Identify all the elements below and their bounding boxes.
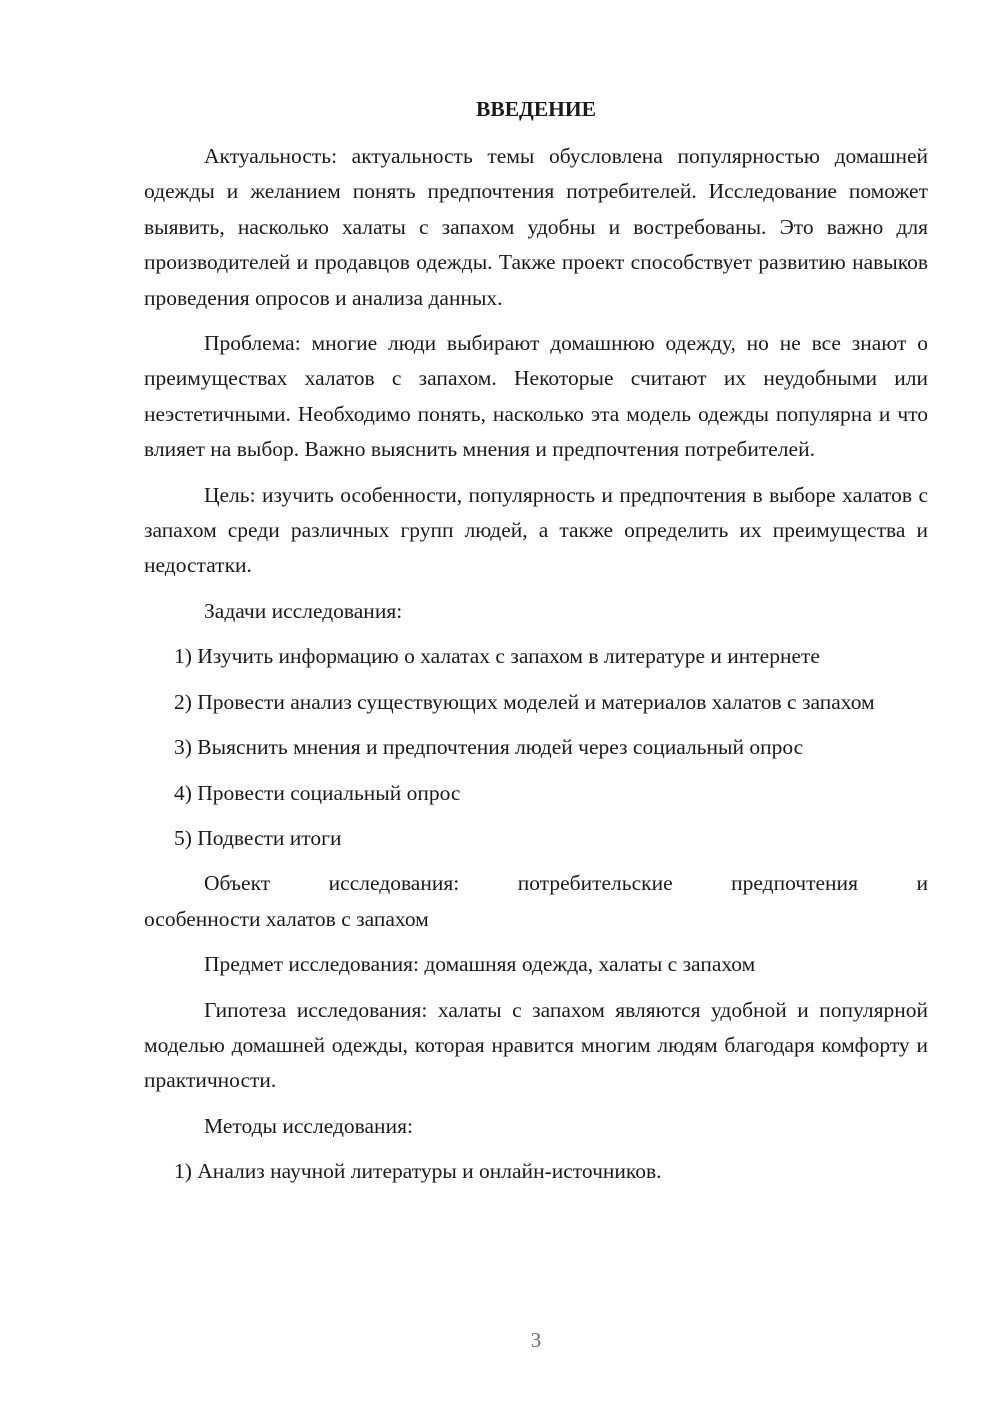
page-body	[144, 92, 928, 1200]
tasks-heading: Задачи исследования:	[204, 598, 403, 623]
task-item-4: 4) Провести социальный опрос	[174, 780, 461, 805]
method-item-1: 1) Анализ научной литературы и онлайн-источников.	[174, 1159, 662, 1184]
task-item-5: 5) Подвести итоги	[174, 825, 342, 850]
page-title: ВВЕДЕНИЕ	[476, 97, 596, 121]
object-line-1: Объект исследования: потребительские предпочтения и	[204, 871, 928, 896]
paragraph-relevance: Актуальность: актуальность темы обусловлена популярностью домашней одежды и желанием понять предпочтения потребителей. Исследование поможет выявить, насколько халаты с запахом удобны и востребованы. Это важно для производителей и продавцов одежды. Также проект способствует развитию навыков проведения опросов и анализа данных.	[144, 144, 928, 310]
paragraph-subject: Предмет исследования: домашняя одежда, халаты с запахом	[204, 952, 756, 977]
page-number: 3	[530, 1328, 542, 1352]
paragraph-hypothesis: Гипотеза исследования: халаты с запахом являются удобной и популярной моделью домашней одежды, которая нравится многим людям благодаря комфорту и практичности.	[144, 997, 928, 1093]
paragraph-goal: Цель: изучить особенности, популярность и предпочтения в выборе халатов с запахом среди различных групп людей, а также определить их преимущества и недостатки.	[144, 482, 928, 578]
task-item-3: 3) Выяснить мнения и предпочтения людей через социальный опрос	[174, 735, 804, 760]
methods-heading: Методы исследования:	[204, 1113, 413, 1138]
paragraph-problem: Проблема: многие люди выбирают домашнюю одежду, но не все знают о преимуществах халатов с запахом. Некоторые считают их неудобными или неэстетичными. Необходимо понять, насколько эта модель одежды популярна и что влияет на выбор. Важно выяснить мнения и предпочтения потребителей.	[144, 331, 928, 462]
paragraph-object	[144, 866, 928, 937]
task-item-2: 2) Провести анализ существующих моделей и материалов халатов с запахом	[174, 689, 875, 714]
object-line-2: особенности халатов с запахом	[144, 906, 429, 931]
task-item-1: 1) Изучить информацию о халатах с запахом в литературе и интернете	[174, 644, 820, 669]
